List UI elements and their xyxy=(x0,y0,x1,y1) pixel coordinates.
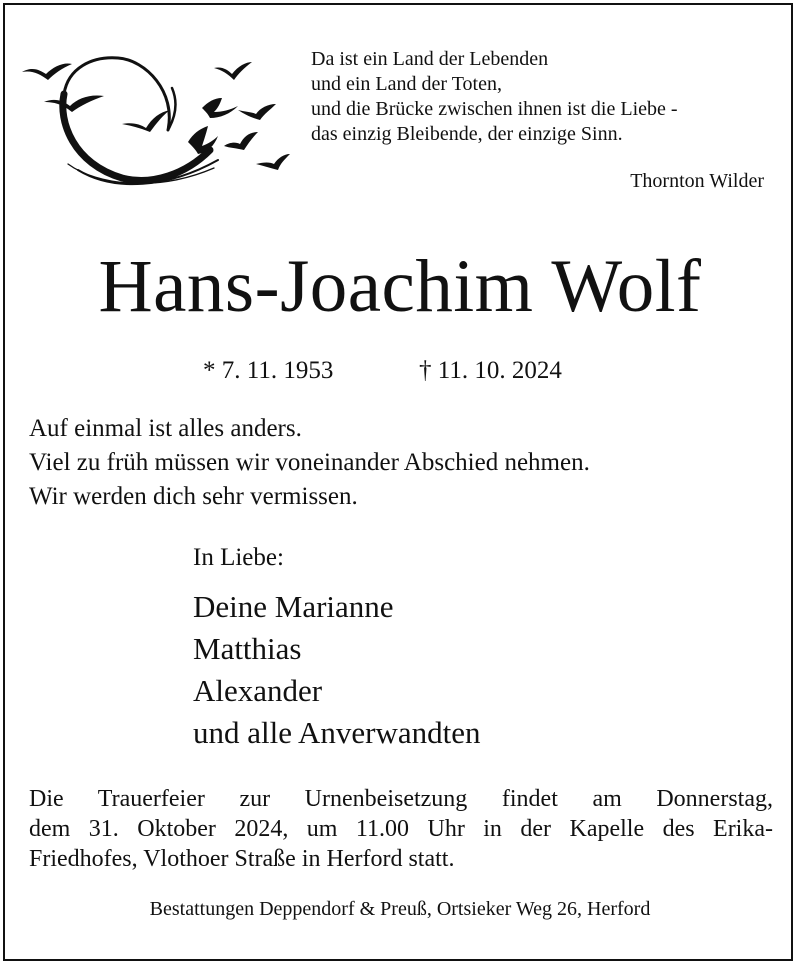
funeral-line: Die Trauerfeier zur Urnenbeisetzung findet am Donnerstag, xyxy=(29,786,773,812)
undertaker-info: Bestattungen Deppendorf & Preuß, Ortsieker Weg 26, Herford xyxy=(149,898,651,920)
mourners-list xyxy=(193,586,481,754)
funeral-line: Friedhofes, Vlothoer Straße in Herford statt. xyxy=(29,846,455,872)
quote-author: Thornton Wilder xyxy=(630,170,764,192)
death-date: † 11. 10. 2024 xyxy=(419,357,562,384)
quote-line: und ein Land der Toten, xyxy=(311,73,502,95)
mourner-name: Matthias xyxy=(193,631,302,666)
mourner-name: Alexander xyxy=(193,673,323,708)
funeral-details xyxy=(29,784,773,874)
mourner-name: und alle Anverwandten xyxy=(193,715,481,750)
mourner-name: Deine Marianne xyxy=(193,589,394,624)
quote-line: und die Brücke zwischen ihnen ist die Liebe - xyxy=(311,98,678,120)
quote-line: Da ist ein Land der Lebenden xyxy=(311,48,549,70)
farewell-message xyxy=(29,412,590,514)
moon-with-birds-icon xyxy=(18,52,298,192)
epigraph-quote xyxy=(311,47,781,147)
birth-date: * 7. 11. 1953 xyxy=(203,357,334,384)
mourners-intro: In Liebe: xyxy=(193,544,284,571)
quote-line: das einzig Bleibende, der einzige Sinn. xyxy=(311,123,623,145)
funeral-line: dem 31. Oktober 2024, um 11.00 Uhr in der Kapelle des Erika- xyxy=(29,816,773,842)
message-line: Wir werden dich sehr vermissen. xyxy=(29,483,358,510)
deceased-name: Hans-Joachim Wolf xyxy=(98,245,702,328)
message-line: Auf einmal ist alles anders. xyxy=(29,415,302,442)
message-line: Viel zu früh müssen wir voneinander Abschied nehmen. xyxy=(29,449,590,476)
